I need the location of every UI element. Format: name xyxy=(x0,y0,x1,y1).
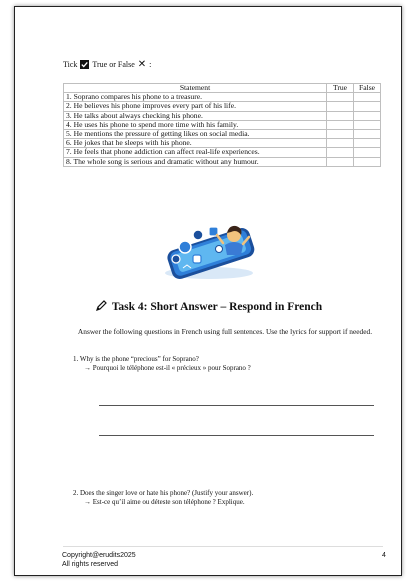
statement-cell: 6. He jokes that he sleeps with his phone. xyxy=(64,139,327,148)
statement-cell: 7. He feels that phone addiction can affect real-life experiences. xyxy=(64,148,327,157)
rights-text: All rights reserved xyxy=(62,561,119,568)
table-row xyxy=(64,111,381,120)
table-row xyxy=(64,102,381,111)
true-cell[interactable] xyxy=(327,102,354,111)
statement-cell: 4. He uses his phone to spend more time with his family. xyxy=(64,120,327,129)
statement-cell: 1. Soprano compares his phone to a treasure. xyxy=(64,93,327,102)
table-row xyxy=(64,139,381,148)
worksheet-page xyxy=(14,6,402,576)
tick-suffix: : xyxy=(149,60,152,69)
false-cell[interactable] xyxy=(354,139,381,148)
false-cell[interactable] xyxy=(354,111,381,120)
task-heading xyxy=(15,300,403,314)
footer-copyright xyxy=(62,551,136,569)
phone-illustration xyxy=(157,213,262,288)
phone-addiction-illustration xyxy=(157,213,262,283)
answer-line[interactable] xyxy=(99,435,374,436)
statement-cell: 3. He talks about always checking his phone. xyxy=(64,111,327,120)
statement-cell: 5. He mentions the pressure of getting likes on social media. xyxy=(64,130,327,139)
true-cell[interactable] xyxy=(327,148,354,157)
question-2-french: → Est-ce qu’il aime ou déteste son téléphone ? Explique. xyxy=(84,498,245,506)
false-cell[interactable] xyxy=(354,93,381,102)
tick-prefix: Tick xyxy=(63,60,78,69)
tick-instruction xyxy=(63,60,151,69)
question-1 xyxy=(73,355,251,373)
table-row xyxy=(64,130,381,139)
true-cell[interactable] xyxy=(327,130,354,139)
true-cell[interactable] xyxy=(327,111,354,120)
true-cell[interactable] xyxy=(327,120,354,129)
table-row xyxy=(64,157,381,166)
true-cell[interactable] xyxy=(327,157,354,166)
task-title-text: Task 4: Short Answer – Respond in French xyxy=(111,301,323,313)
false-cell[interactable] xyxy=(354,120,381,129)
page-number: 4 xyxy=(382,552,386,559)
false-cell[interactable] xyxy=(354,102,381,111)
cross-icon: ✕ xyxy=(137,58,147,70)
table-row xyxy=(64,120,381,129)
answer-line[interactable] xyxy=(99,405,374,406)
true-cell[interactable] xyxy=(327,139,354,148)
false-cell[interactable] xyxy=(354,148,381,157)
table-row xyxy=(64,148,381,157)
task-instructions: Answer the following questions in French using full sentences. Use the lyrics for support if needed. xyxy=(77,327,373,336)
true-cell[interactable] xyxy=(327,93,354,102)
table-row xyxy=(64,93,381,102)
table-header-row xyxy=(64,84,381,93)
question-2-english: 2. Does the singer love or hate his phone? (Justify your answer). xyxy=(73,489,254,497)
pencil-icon xyxy=(96,300,107,314)
false-cell[interactable] xyxy=(354,130,381,139)
statement-cell: 2. He believes his phone improves every part of his life. xyxy=(64,102,327,111)
question-2 xyxy=(73,489,253,507)
copyright-text: Copyright@erudits2025 xyxy=(62,552,136,559)
header-true: True xyxy=(327,84,354,93)
statement-cell: 8. The whole song is serious and dramatic without any humour. xyxy=(64,157,327,166)
tick-middle: True or False xyxy=(92,60,135,69)
true-false-table xyxy=(63,83,381,167)
checked-box-icon xyxy=(80,60,89,69)
footer-divider xyxy=(63,546,383,547)
header-statement: Statement xyxy=(64,84,327,93)
question-1-french: → Pourquoi le téléphone est-il « précieux » pour Soprano ? xyxy=(84,364,251,372)
header-false: False xyxy=(354,84,381,93)
question-1-english: 1. Why is the phone “precious” for Soprano? xyxy=(73,355,199,363)
false-cell[interactable] xyxy=(354,157,381,166)
